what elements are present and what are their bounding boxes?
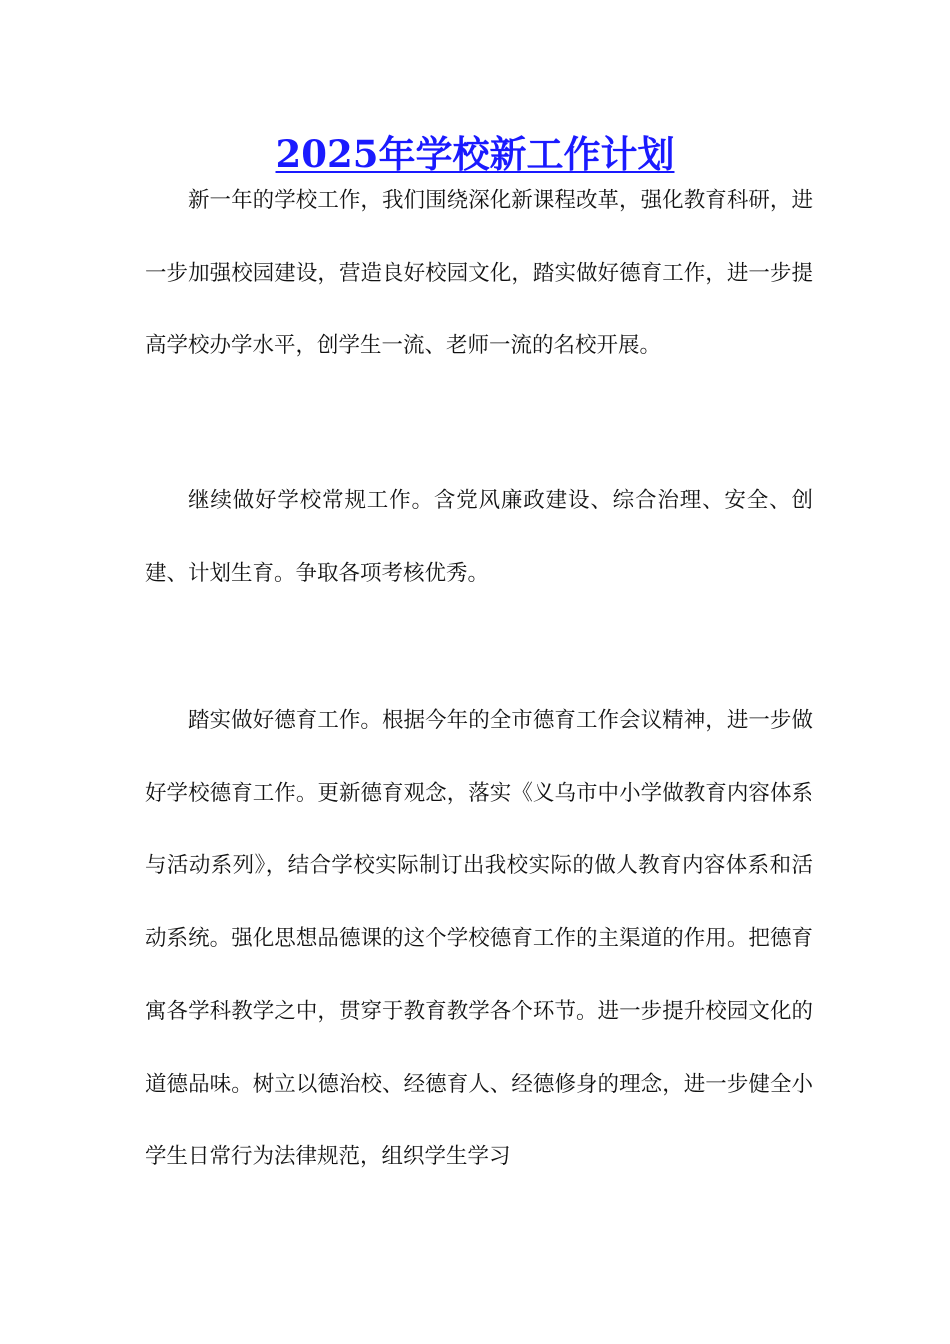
paragraph-routine-work: 继续做好学校常规工作。含党风廉政建设、综合治理、安全、创建、计划生育。争取各项考核优秀。	[145, 488, 813, 586]
title-link[interactable]: 2025年学校新工作计划	[275, 132, 675, 176]
paragraph-moral-education: 踏实做好德育工作。根据今年的全市德育工作会议精神，进一步做好学校德育工作。更新德育观念，落实《义乌市中小学做教育内容体系与活动系列》，结合学校实际制订出我校实际的做人教育内容体系和活动系统。强化思想品德课的这个学校德育工作的主渠道的作用。把德育寓各学科教学之中，贯穿于教育教学各个环节。进一步提升校园文化的道德品味。树立以德治校、经德育人、经德修身的理念，进一步健全小学生日常行为法律规范，组织学生学习	[145, 708, 813, 1170]
paragraph-intro: 新一年的学校工作，我们围绕深化新课程改革，强化教育科研，进一步加强校园建设，营造良好校园文化，踏实做好德育工作，进一步提高学校办学水平，创学生一流、老师一流的名校开展。	[145, 188, 813, 359]
